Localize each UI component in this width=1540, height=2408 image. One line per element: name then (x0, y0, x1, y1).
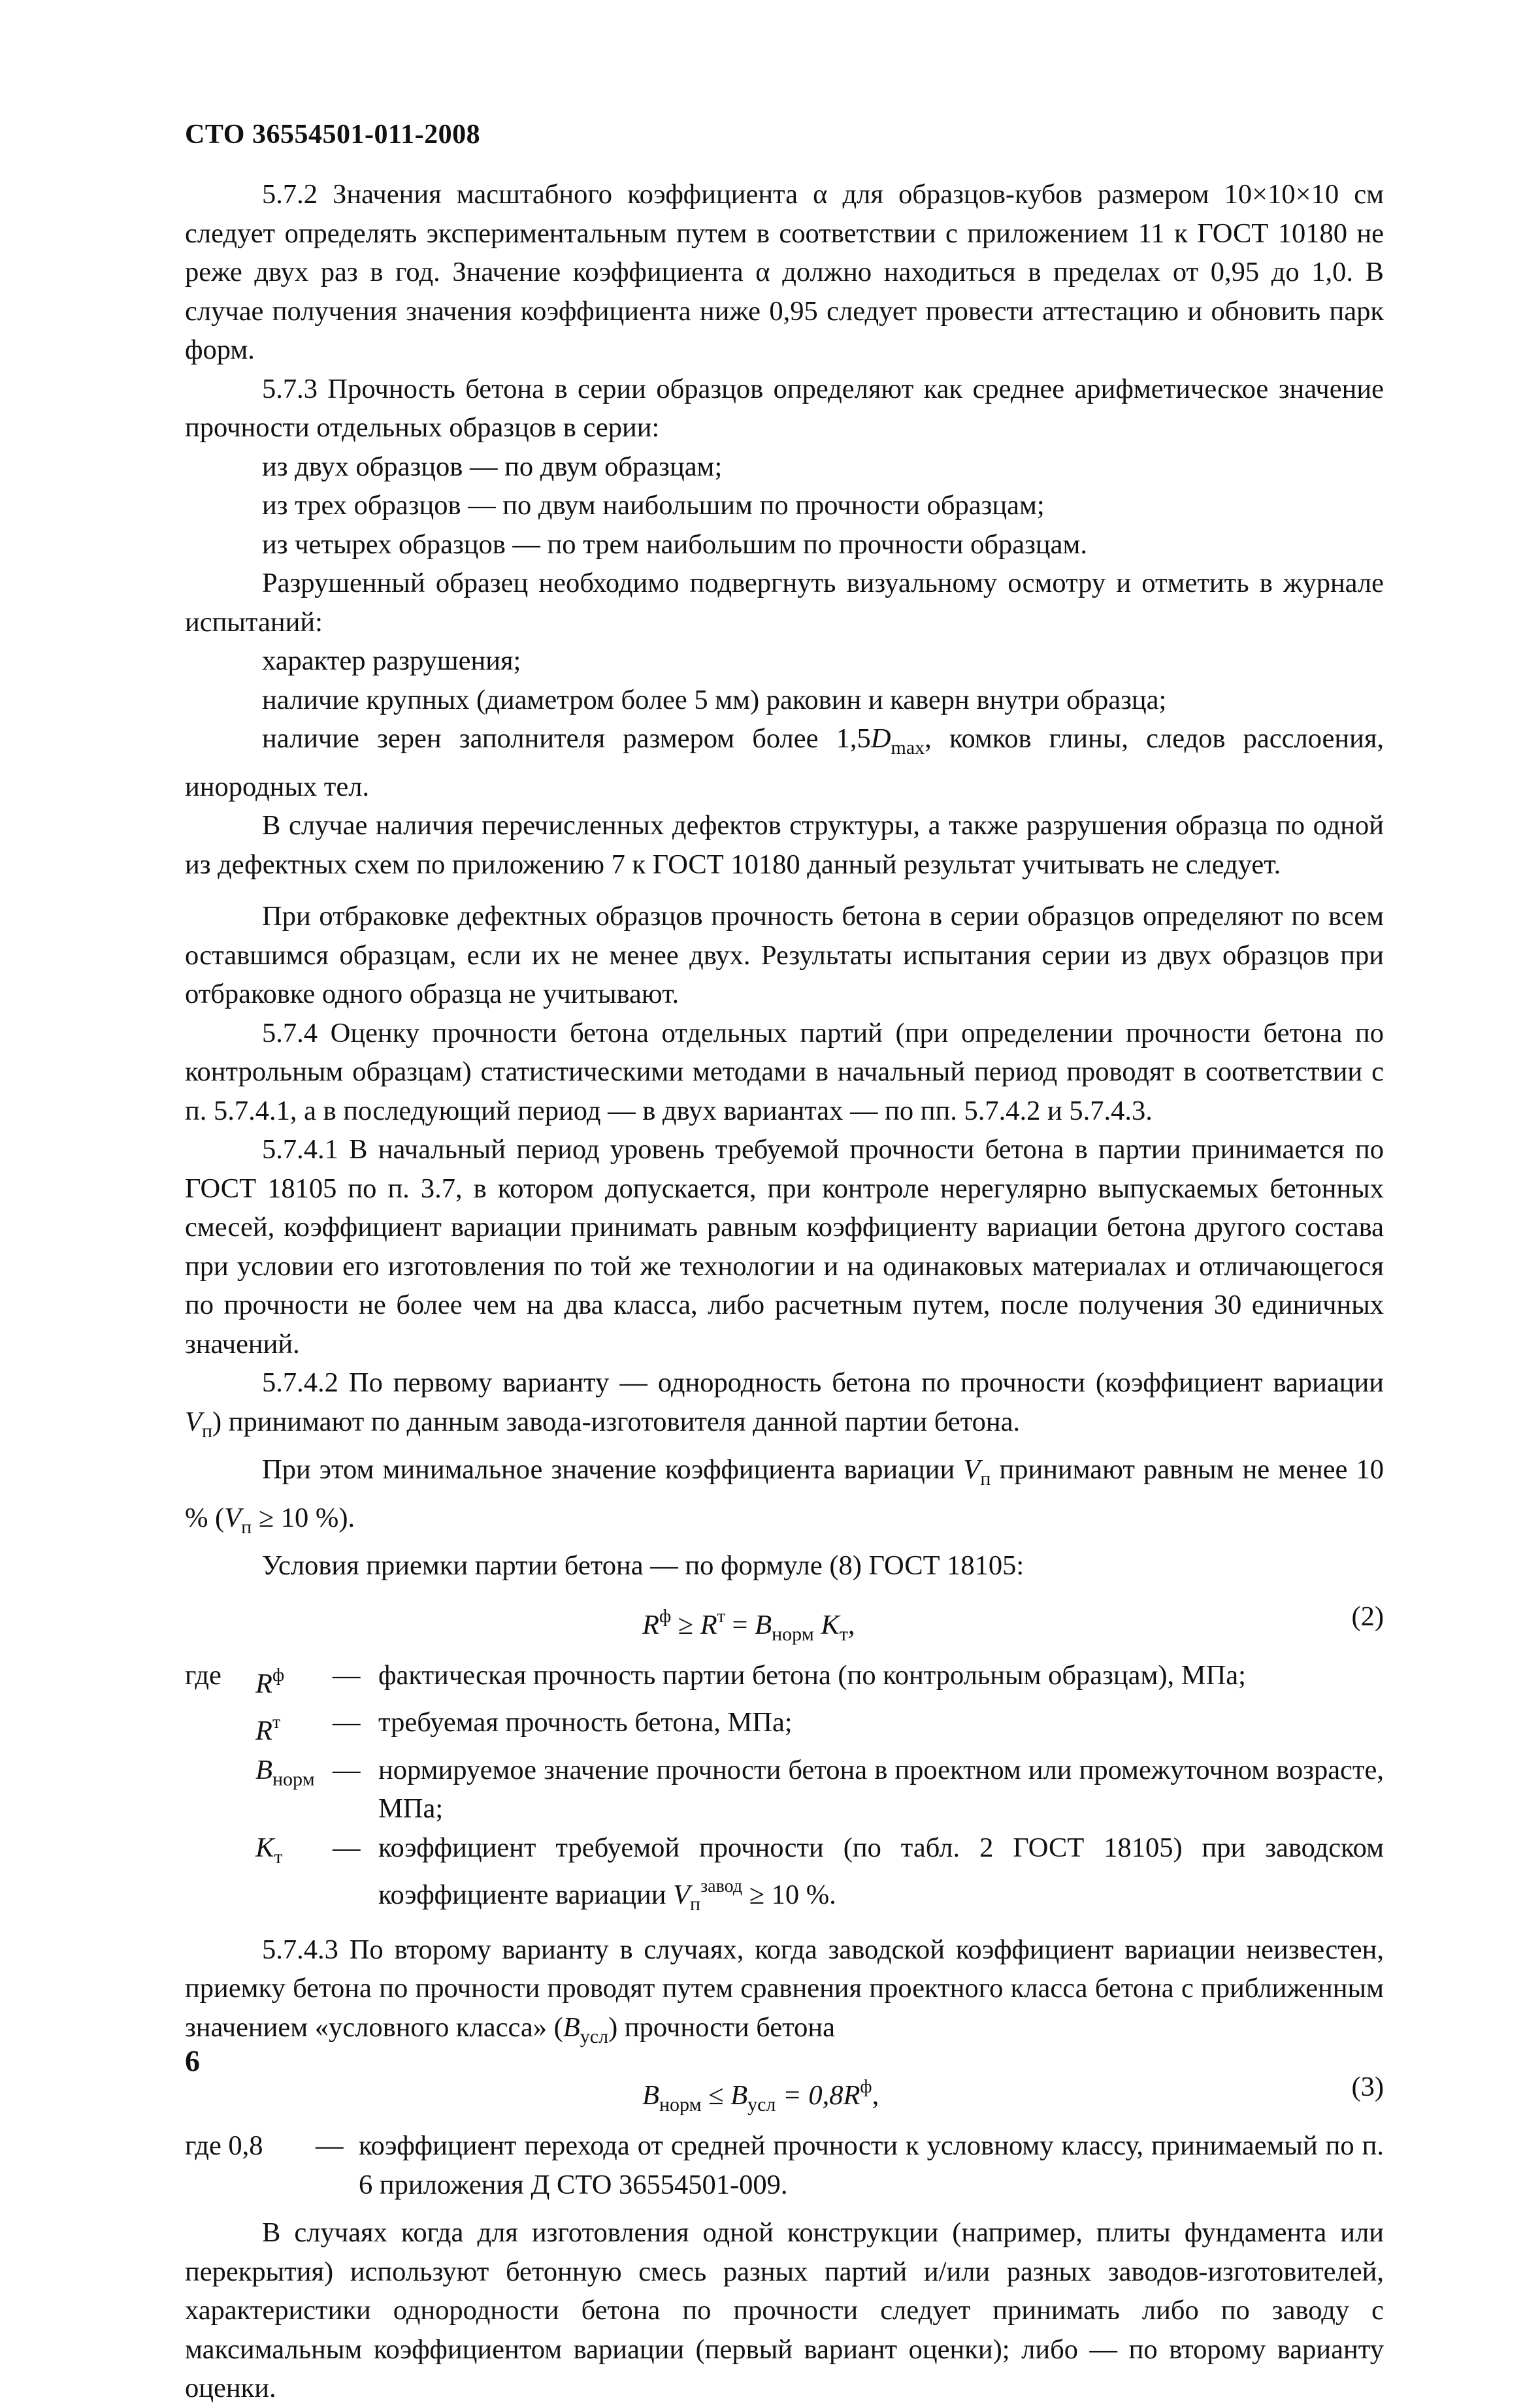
paragraph-acceptance: Условия приемки партии бетона — по формуле (8) ГОСТ 18105: (262, 1550, 1024, 1581)
formula-2-expression: $R^ф \ge R^т = B_{норм}$ $K_т$, (642, 1606, 855, 1645)
paragraph-5-7-3: 5.7.3 Прочность бетона в серии образцов определяют как среднее арифметическое значение прочности отдельных образцов в серии: (185, 373, 1384, 443)
definition-row: где $R^ф$ — фактическая прочность партии бетона (по контрольным образцам), МПа; (185, 1659, 1246, 1699)
paragraph-5-7-4: 5.7.4 Оценку прочности бетона отдельных партий (при определении прочности бетона по контрольным образцам) статистическими методами в начальный период проводят в соответствии с п. 5.7.4.1, а в последующий период — в двух вариантах — по пп. 5.7.4.2 и 5.7.4.3. (185, 1017, 1384, 1126)
list-item: характер разрушения; (262, 645, 521, 676)
definition-row: $B_{норм}$ — нормируемое значение прочности бетона в проектном или промежуточном возрасте, МПа; (255, 1754, 1384, 1824)
formula-2 (185, 1591, 1384, 1643)
paragraph-aggregate: наличие зерен заполнителя размером более $1,5D_{max}$, комков глины, следов расслоения, инородных тел. (185, 723, 1384, 802)
formula-3-number: (3) (1351, 2072, 1384, 2102)
formula-2-number: (2) (1351, 1601, 1384, 1632)
list-item: из трех образцов — по двум наибольшим по прочности образцам; (262, 490, 1045, 521)
paragraph-rejection: При отбраковке дефектных образцов прочность бетона в серии образцов определяют по всем оставшимся образцам, если их не менее двух. Результаты испытания серии из двух образцов при отбраковке одного образца не учитывают. (185, 901, 1384, 1009)
formula-3-definition: где 0,8 — коэффициент перехода от средней прочности к условному классу, принимаемый по п. 6 приложения Д СТО 36554501-009. (185, 2130, 1384, 2200)
list-item: из двух образцов — по двум образцам; (262, 451, 723, 482)
list-item: наличие крупных (диаметром более 5 мм) раковин и каверн внутри образца; (262, 684, 1167, 715)
list-item: из четырех образцов — по трем наибольшим по прочности образцам. (262, 529, 1088, 560)
page-body (185, 175, 1384, 2408)
paragraph-inspection: Разрушенный образец необходимо подвергнуть визуальному осмотру и отметить в журнале испытаний: (185, 568, 1384, 638)
document-header: СТО 36554501-011-2008 (185, 120, 481, 150)
definition-row: $K_т$ — коэффициент требуемой прочности (по табл. 2 ГОСТ 18105) при заводском коэффициенте вариации $V_п^{завод} \ge 10$ %. (255, 1832, 1384, 1915)
paragraph-5-7-4-1: 5.7.4.1 В начальный период уровень требуемой прочности бетона в партии принимается по ГОСТ 18105 по п. 3.7, в котором допускается, при контроле нерегулярно выпускаемых бетонных смесей, коэффициент вариации принимать равным коэффициенту вариации бетона другого состава при условии его изготовления по той же технологии и на одинаковых материалах и отличающегося по прочности не более чем на два класса, либо расчетным путем, после получения 30 единичных значений. (185, 1134, 1384, 1359)
paragraph-min-variation: При этом минимальное значение коэффициента вариации $V_п$ принимают равным не менее 10 % ($V_п \ge 10$ %). (185, 1454, 1384, 1538)
paragraph-5-7-2: 5.7.2 Значения масштабного коэффициента α для образцов-кубов размером 10×10×10 см следует определять экспериментальным путем в соответствии с приложением 11 к ГОСТ 10180 не реже двух раз в год. Значение коэффициента α должно находиться в пределах от 0,95 до 1,0. В случае получения значения коэффициента ниже 0,95 следует провести аттестацию и обновить парк форм. (185, 179, 1384, 365)
paragraph-5-7-4-2: 5.7.4.2 По первому варианту — однородность бетона по прочности (коэффициент вариации $V_п$) принимают по данным завода-изготовителя данной партии бетона. (185, 1367, 1384, 1442)
paragraph-5-7-4-3: 5.7.4.3 По второму варианту в случаях, когда заводской коэффициент вариации неизвестен, приемку бетона по прочности проводят путем сравнения проектного класса бетона с приближенным значением «условного класса» $(B_{усл})$ прочности бетона (185, 1934, 1384, 2047)
definition-row: $R^т$ — требуемая прочность бетона, МПа; (255, 1707, 793, 1746)
paragraph-multiple-batches: В случаях когда для изготовления одной конструкции (например, плиты фундамента или перекрытия) используют бетонную смесь разных партий и/или разных заводов-изготовителей, характеристики однородности бетона по прочности следует принимать либо по заводу с максимальным коэффициентом вариации (первый вариант оценки); либо — по второму варианту оценки. (185, 2217, 1384, 2403)
formula-3 (185, 2061, 1384, 2113)
formula-2-definitions (185, 1656, 1384, 1924)
paragraph-defects: В случае наличия перечисленных дефектов структуры, а также разрушения образца по одной из дефектных схем по приложению 7 к ГОСТ 10180 данный результат учитывать не следует. (185, 810, 1384, 880)
formula-3-expression: $B_{норм} \le B_{усл} = 0,8R^ф$, (642, 2077, 879, 2115)
page-number: 6 (185, 2044, 200, 2077)
